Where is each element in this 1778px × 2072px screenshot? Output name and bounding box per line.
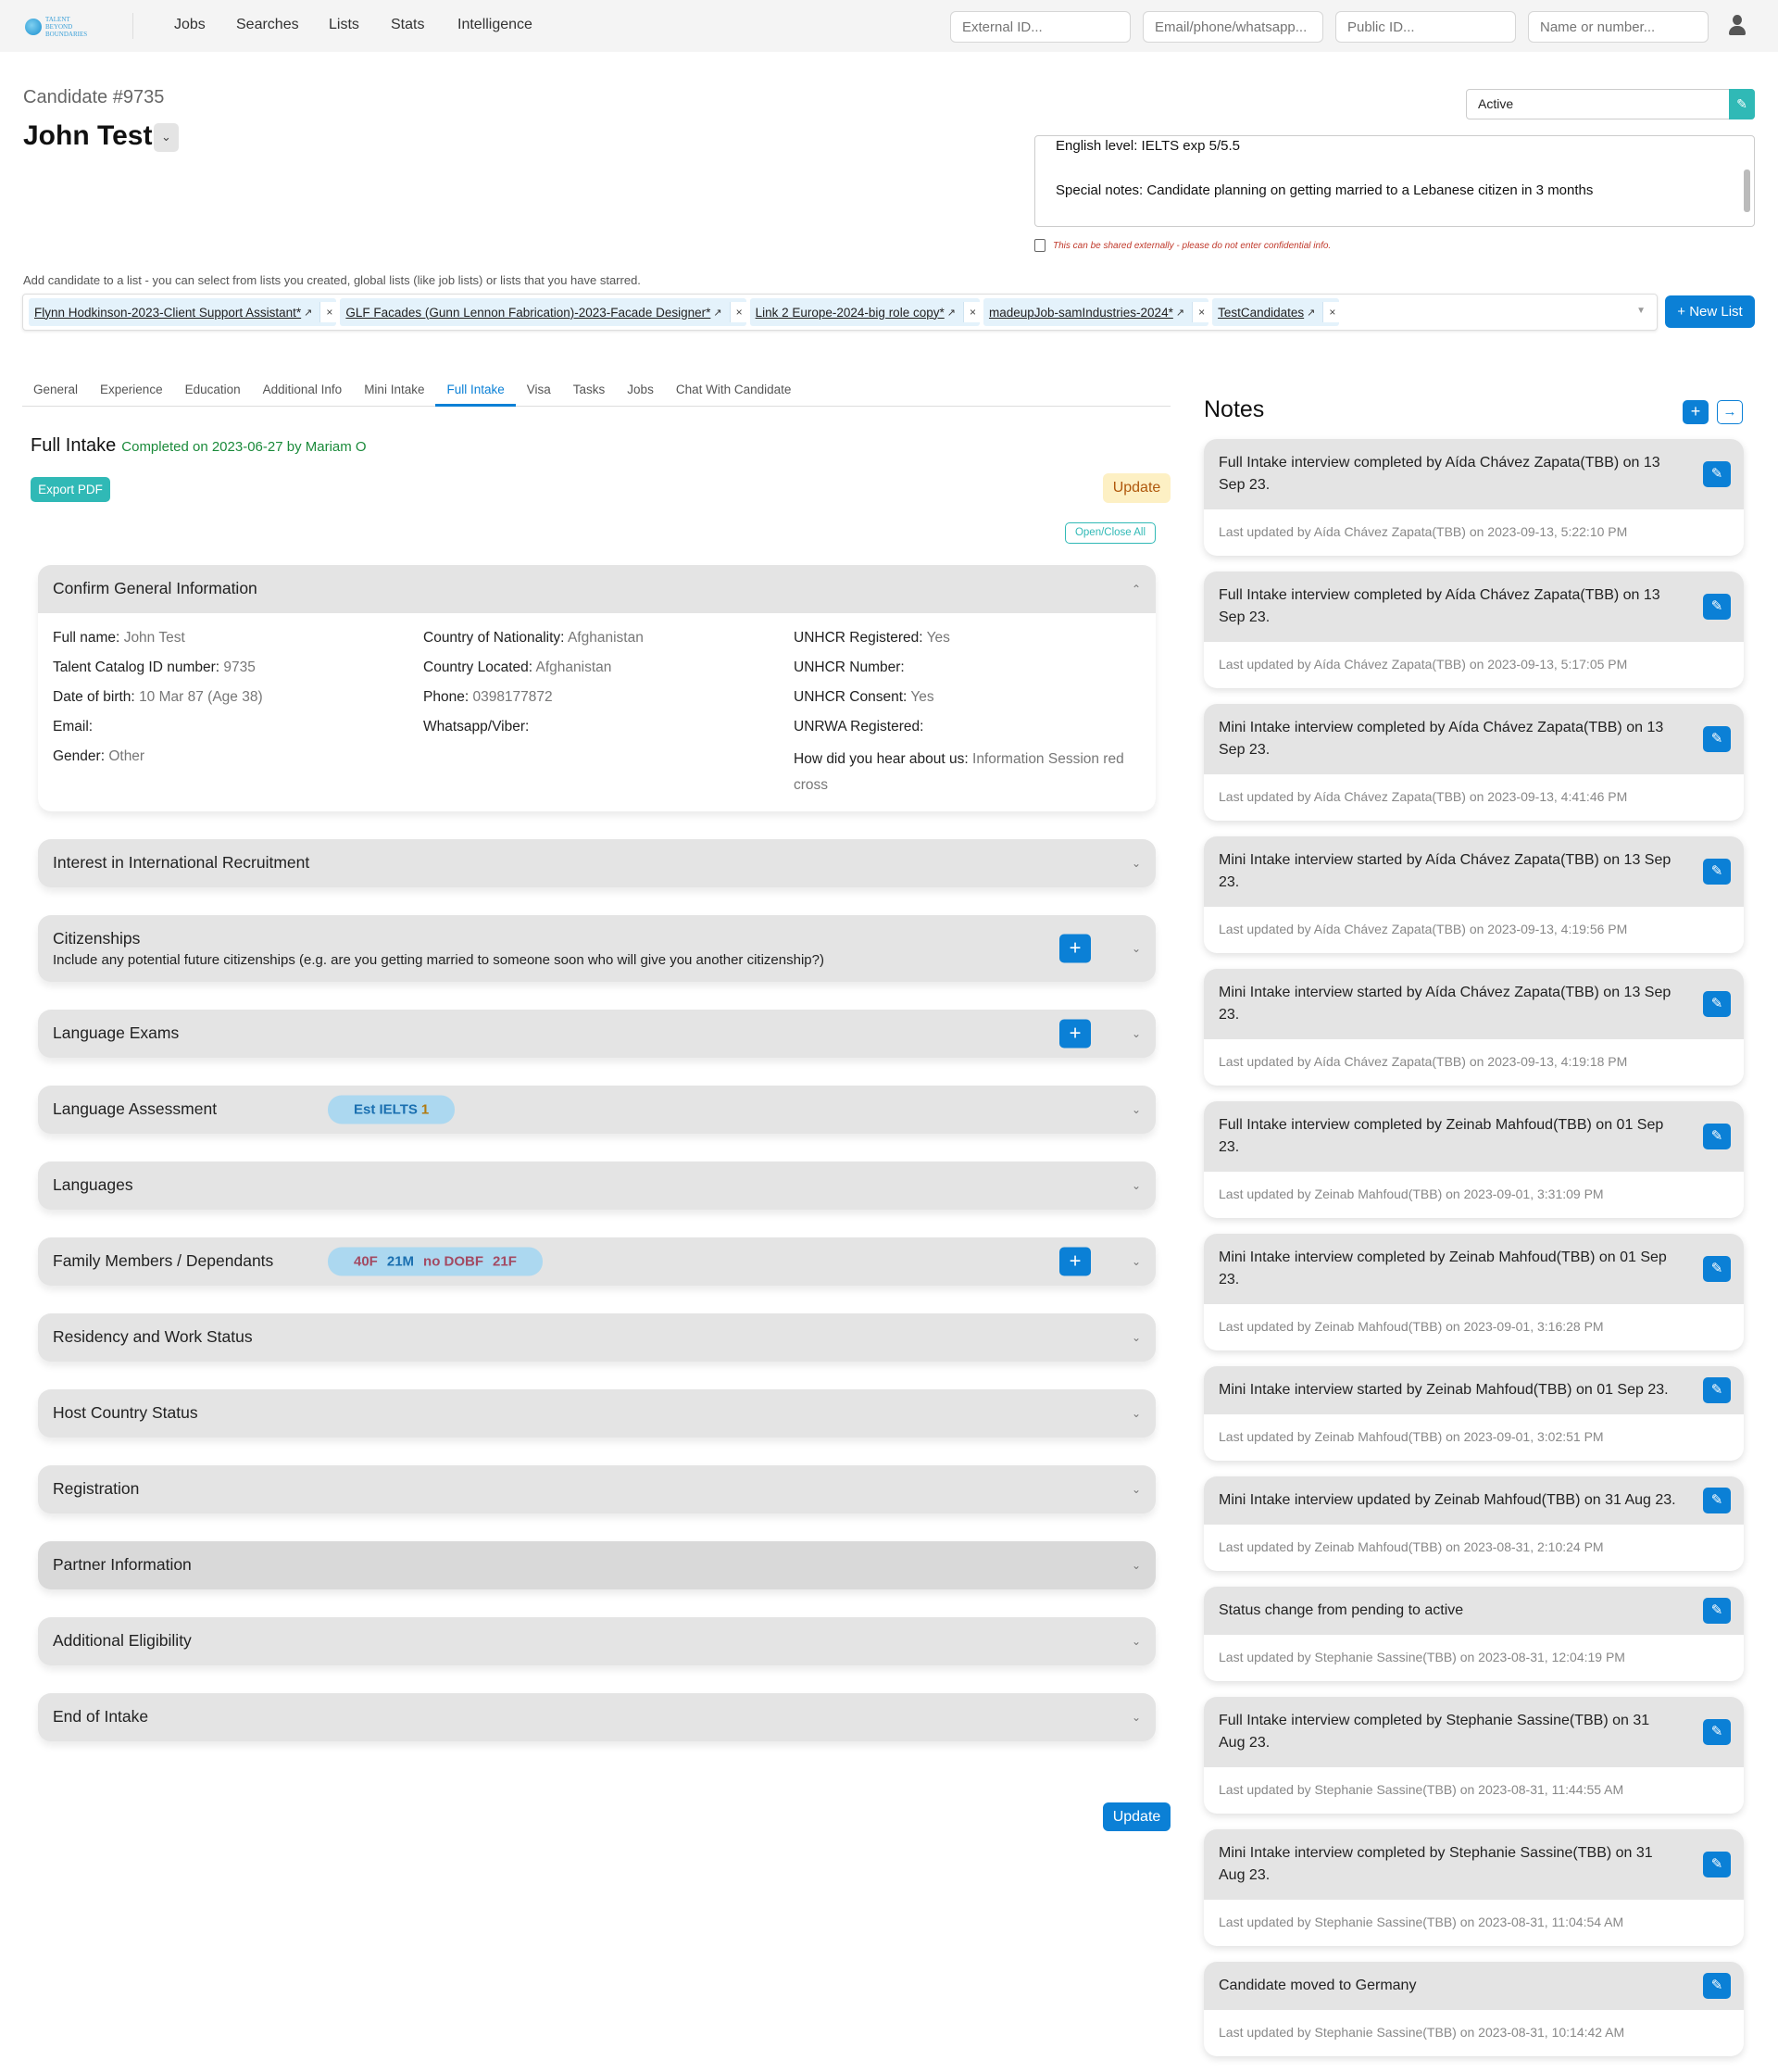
- edit-icon[interactable]: ✎: [1703, 991, 1731, 1017]
- section-header[interactable]: [38, 1162, 1156, 1210]
- note-updated: Last updated by Stephanie Sassine(TBB) on 2023-08-31, 10:14:42 AM: [1219, 2025, 1625, 2040]
- field-value: 10 Mar 87 (Age 38): [139, 689, 263, 705]
- field: [794, 717, 1141, 747]
- section-title: Confirm General Information: [53, 579, 257, 597]
- add-note-button[interactable]: +: [1683, 400, 1709, 424]
- candidate-name: John Test: [23, 120, 153, 151]
- external-link-icon[interactable]: ↗: [713, 307, 722, 319]
- logo-text: TALENT BEYOND BOUNDARIES: [45, 16, 88, 38]
- notes-list: [1204, 439, 1744, 2072]
- note-card: [1204, 836, 1744, 953]
- note-updated: Last updated by Zeinab Mahfoud(TBB) on 2023-09-01, 3:16:28 PM: [1219, 1319, 1604, 1334]
- section-registration[interactable]: [38, 1465, 1156, 1513]
- note-text: Full Intake interview completed by Aída Chávez Zapata(TBB) on 13 Sep 23.: [1219, 587, 1660, 625]
- note-updated: Last updated by Aída Chávez Zapata(TBB) on 2023-09-13, 4:19:56 PM: [1219, 922, 1628, 936]
- field-value: 0398177872: [472, 689, 553, 705]
- list-link[interactable]: TestCandidates: [1218, 305, 1305, 320]
- section-confirm-general-information[interactable]: [38, 565, 1156, 811]
- badge-item: 21F: [493, 1253, 517, 1270]
- edit-icon[interactable]: ✎: [1703, 726, 1731, 752]
- field: [423, 628, 794, 658]
- field: [423, 658, 794, 687]
- edit-icon[interactable]: ✎: [1703, 1124, 1731, 1149]
- section-family-members-dependants[interactable]: [38, 1237, 1156, 1286]
- section-title: Additional Eligibility: [53, 1631, 192, 1650]
- note-card: [1204, 704, 1744, 821]
- section-header[interactable]: [38, 1465, 1156, 1513]
- field-label: Full name:: [53, 630, 120, 646]
- nav-jobs[interactable]: Jobs: [174, 17, 206, 32]
- field-label: Country of Nationality:: [423, 630, 565, 646]
- note-text: Mini Intake interview started by Aída Chávez Zapata(TBB) on 13 Sep 23.: [1219, 985, 1672, 1023]
- remove-icon[interactable]: ×: [1192, 302, 1208, 322]
- candidate-notes-textarea[interactable]: [1034, 135, 1755, 227]
- note-updated: Last updated by Aída Chávez Zapata(TBB) on 2023-09-13, 4:41:46 PM: [1219, 789, 1628, 804]
- section-title: Languages: [53, 1175, 133, 1194]
- note-updated: Last updated by Zeinab Mahfoud(TBB) on 2023-09-01, 3:02:51 PM: [1219, 1429, 1604, 1444]
- list-chip: [29, 298, 336, 326]
- field: [53, 747, 423, 776]
- chevron-down-icon[interactable]: ⌄: [1131, 1635, 1141, 1648]
- field: [53, 717, 423, 747]
- name-search[interactable]: [1528, 11, 1709, 43]
- section-interest-in-international-recruitment[interactable]: [38, 839, 1156, 887]
- section-header[interactable]: [38, 1010, 1156, 1058]
- note-text: Mini Intake interview started by Aída Chávez Zapata(TBB) on 13 Sep 23.: [1219, 852, 1672, 890]
- section-residency-and-work-status[interactable]: [38, 1313, 1156, 1362]
- completed-status: Completed on 2023-06-27 by Mariam O: [121, 439, 367, 455]
- field: [794, 658, 1141, 687]
- field-label: Country Located:: [423, 659, 533, 675]
- note-text: Full Intake interview completed by Zeinab Mahfoud(TBB) on 01 Sep 23.: [1219, 1117, 1664, 1155]
- list-link[interactable]: Flynn Hodkinson-2023-Client Support Assistant*: [34, 305, 302, 320]
- update-button[interactable]: Update: [1103, 473, 1171, 503]
- summary-badge: [328, 1248, 543, 1276]
- section-title: Family Members / Dependants: [53, 1251, 274, 1270]
- edit-icon[interactable]: ✎: [1703, 1719, 1731, 1745]
- tab-full-intake[interactable]: Full Intake: [435, 380, 515, 407]
- edit-icon[interactable]: ✎: [1703, 1488, 1731, 1513]
- section-language-exams[interactable]: [38, 1010, 1156, 1058]
- edit-icon[interactable]: ✎: [1703, 1377, 1731, 1403]
- section-header[interactable]: [38, 1086, 1156, 1134]
- note-text: Mini Intake interview updated by Zeinab Mahfoud(TBB) on 31 Aug 23.: [1219, 1492, 1676, 1508]
- section-title: Citizenships: [53, 929, 141, 948]
- notes-line: English level: IELTS exp 5/5.5: [1056, 138, 1240, 154]
- dropdown-arrow-icon[interactable]: ▼: [1636, 306, 1646, 316]
- field-value: Yes: [926, 630, 950, 646]
- nav-intelligence[interactable]: Intelligence: [457, 17, 532, 32]
- field: [423, 687, 794, 717]
- list-select[interactable]: [22, 294, 1658, 331]
- note-text: Mini Intake interview started by Zeinab Mahfoud(TBB) on 01 Sep 23.: [1219, 1382, 1669, 1398]
- tab-experience[interactable]: Experience: [100, 383, 163, 396]
- badge-item: no DOBF: [423, 1253, 484, 1270]
- field-label: How did you hear about us:: [794, 751, 969, 767]
- tab-chat-with-candidate[interactable]: Chat With Candidate: [675, 383, 792, 396]
- edit-icon[interactable]: ✎: [1729, 89, 1755, 119]
- badge-item: 40F: [354, 1253, 378, 1270]
- edit-icon[interactable]: ✎: [1703, 1852, 1731, 1877]
- section-header[interactable]: [38, 839, 1156, 887]
- tab-tasks[interactable]: Tasks: [572, 383, 606, 396]
- section-header[interactable]: [38, 565, 1156, 613]
- note-updated: Last updated by Aída Chávez Zapata(TBB) on 2023-09-13, 5:22:10 PM: [1219, 524, 1628, 539]
- chevron-down-icon[interactable]: ⌄: [1131, 1103, 1141, 1116]
- add-button[interactable]: +: [1059, 1020, 1091, 1049]
- external-id-search[interactable]: [950, 11, 1131, 43]
- divider: [132, 13, 133, 39]
- field: [53, 628, 423, 658]
- list-chip: [340, 298, 745, 326]
- globe-icon: [25, 19, 42, 35]
- note-card: [1204, 1476, 1744, 1571]
- edit-icon[interactable]: ✎: [1703, 859, 1731, 885]
- share-warning: [1034, 239, 1331, 252]
- field: [794, 687, 1141, 717]
- chevron-down-icon[interactable]: ⌄: [1131, 1179, 1141, 1192]
- tab-bar: [22, 380, 1171, 407]
- open-close-all-button[interactable]: Open/Close All: [1065, 522, 1156, 544]
- badge-item: 1: [420, 1101, 430, 1118]
- external-link-icon[interactable]: ↗: [304, 307, 313, 319]
- tab-visa[interactable]: Visa: [526, 383, 551, 396]
- note-card: [1204, 1234, 1744, 1350]
- tab-jobs[interactable]: Jobs: [627, 383, 654, 396]
- status-select[interactable]: [1466, 89, 1755, 119]
- section-end-of-intake[interactable]: [38, 1693, 1156, 1741]
- field-column: [794, 628, 1141, 798]
- scrollbar[interactable]: [1744, 170, 1750, 212]
- chevron-down-icon[interactable]: ⌄: [1131, 1483, 1141, 1496]
- note-updated: Last updated by Zeinab Mahfoud(TBB) on 2023-08-31, 2:10:24 PM: [1219, 1539, 1604, 1554]
- note-updated: Last updated by Zeinab Mahfoud(TBB) on 2023-09-01, 3:31:09 PM: [1219, 1187, 1604, 1201]
- section-header[interactable]: [38, 915, 1156, 982]
- note-text: Mini Intake interview completed by Zeinab Mahfoud(TBB) on 01 Sep 23.: [1219, 1249, 1667, 1287]
- update-button-bottom[interactable]: Update: [1103, 1802, 1171, 1831]
- section-title: End of Intake: [53, 1707, 149, 1726]
- general-info-fields: [38, 613, 1156, 811]
- arrow-right-icon[interactable]: →: [1717, 400, 1743, 424]
- add-button[interactable]: +: [1059, 1248, 1091, 1276]
- user-icon[interactable]: [1728, 15, 1747, 37]
- summary-badge: [328, 1096, 455, 1124]
- chevron-down-icon[interactable]: ⌄: [1131, 942, 1141, 955]
- section-host-country-status[interactable]: [38, 1389, 1156, 1438]
- list-link[interactable]: GLF Facades (Gunn Lennon Fabrication)-2023-Facade Designer*: [345, 305, 711, 320]
- field: [53, 658, 423, 687]
- section-title: Language Exams: [53, 1023, 180, 1042]
- note-text: Full Intake interview completed by Stephanie Sassine(TBB) on 31 Aug 23.: [1219, 1713, 1650, 1751]
- chevron-down-icon[interactable]: ⌄: [154, 123, 179, 152]
- chevron-down-icon[interactable]: ⌄: [1131, 1559, 1141, 1572]
- section-header[interactable]: [38, 1693, 1156, 1741]
- field-label: Whatsapp/Viber:: [423, 719, 530, 735]
- intake-sections: [38, 565, 1156, 1769]
- list-link[interactable]: Link 2 Europe-2024-big role copy*: [755, 305, 945, 320]
- chevron-down-icon[interactable]: ⌄: [1131, 1407, 1141, 1420]
- note-card: [1204, 1829, 1744, 1946]
- edit-icon[interactable]: ✎: [1703, 461, 1731, 487]
- section-title: Registration: [53, 1479, 140, 1498]
- section-languages[interactable]: [38, 1162, 1156, 1210]
- section-title: Partner Information: [53, 1555, 192, 1574]
- field: [53, 687, 423, 717]
- candidate-id: Candidate #9735: [23, 87, 165, 107]
- badge-item: Est IELTS: [354, 1101, 418, 1118]
- status-value: Active: [1478, 96, 1514, 111]
- section-title: Residency and Work Status: [53, 1327, 253, 1346]
- section-header[interactable]: [38, 1389, 1156, 1438]
- field: [794, 747, 1141, 798]
- note-card: [1204, 1101, 1744, 1218]
- field-value: Other: [108, 748, 145, 764]
- field-value: Afghanistan: [535, 659, 612, 675]
- intake-title: Full Intake: [31, 435, 117, 456]
- note-text: Candidate moved to Germany: [1219, 1978, 1417, 1993]
- section-title: [31, 435, 367, 457]
- field-value: Information Session red cross: [794, 751, 1124, 793]
- tab-general[interactable]: General: [33, 383, 79, 396]
- add-button[interactable]: +: [1059, 935, 1091, 963]
- note-updated: Last updated by Aída Chávez Zapata(TBB) on 2023-09-13, 4:19:18 PM: [1219, 1054, 1628, 1069]
- section-title: Interest in International Recruitment: [53, 853, 310, 872]
- field-label: UNHCR Number:: [794, 659, 905, 675]
- external-link-icon[interactable]: ↗: [1175, 307, 1185, 319]
- field-column: [53, 628, 423, 798]
- field-label: Talent Catalog ID number:: [53, 659, 220, 675]
- field-label: UNHCR Consent:: [794, 689, 908, 705]
- logo[interactable]: [25, 16, 94, 38]
- remove-icon[interactable]: ×: [319, 302, 336, 322]
- field-label: Gender:: [53, 748, 106, 764]
- external-link-icon[interactable]: ↗: [946, 307, 956, 319]
- section-title: Host Country Status: [53, 1403, 198, 1422]
- note-updated: Last updated by Stephanie Sassine(TBB) on 2023-08-31, 12:04:19 PM: [1219, 1650, 1625, 1664]
- note-card: [1204, 1697, 1744, 1814]
- remove-icon[interactable]: ×: [730, 302, 746, 322]
- note-card: [1204, 1587, 1744, 1681]
- section-additional-eligibility[interactable]: [38, 1617, 1156, 1665]
- notes-title: Notes: [1204, 396, 1265, 422]
- field-column: [423, 628, 794, 798]
- chevron-down-icon[interactable]: ⌄: [1131, 857, 1141, 870]
- save-icon: [1034, 239, 1046, 252]
- nav-stats[interactable]: Stats: [391, 17, 425, 32]
- contact-search[interactable]: [1143, 11, 1323, 43]
- edit-icon[interactable]: ✎: [1703, 1256, 1731, 1282]
- chevron-down-icon[interactable]: ⌄: [1131, 1255, 1141, 1268]
- notes-line: Special notes: Candidate planning on getting married to a Lebanese citizen in 3 months: [1056, 182, 1594, 198]
- nav-lists[interactable]: Lists: [329, 17, 359, 32]
- external-link-icon[interactable]: ↗: [1307, 307, 1316, 319]
- field-value: Afghanistan: [567, 630, 644, 646]
- chevron-up-icon[interactable]: ⌃: [1131, 583, 1141, 596]
- field-label: Date of birth:: [53, 689, 135, 705]
- note-card: [1204, 439, 1744, 556]
- note-text: Mini Intake interview completed by Stephanie Sassine(TBB) on 31 Aug 23.: [1219, 1845, 1653, 1883]
- chevron-down-icon[interactable]: ⌄: [1131, 1331, 1141, 1344]
- note-text: Mini Intake interview completed by Aída Chávez Zapata(TBB) on 13 Sep 23.: [1219, 720, 1664, 758]
- list-chip: [983, 298, 1208, 326]
- edit-icon[interactable]: ✎: [1703, 1598, 1731, 1624]
- section-header[interactable]: [38, 1313, 1156, 1362]
- section-header[interactable]: [38, 1237, 1156, 1286]
- section-header[interactable]: [38, 1617, 1156, 1665]
- note-updated: Last updated by Aída Chávez Zapata(TBB) on 2023-09-13, 5:17:05 PM: [1219, 657, 1628, 672]
- list-chip: [1212, 298, 1339, 326]
- field-label: Email:: [53, 719, 94, 735]
- field-label: UNRWA Registered:: [794, 719, 924, 735]
- section-language-assessment[interactable]: [38, 1086, 1156, 1134]
- field-value: Yes: [910, 689, 934, 705]
- chevron-down-icon[interactable]: ⌄: [1131, 1027, 1141, 1040]
- note-card: [1204, 571, 1744, 688]
- section-header[interactable]: [38, 1541, 1156, 1589]
- note-card: [1204, 1366, 1744, 1461]
- share-warning-text: This can be shared externally - please do not enter confidential info.: [1053, 240, 1332, 251]
- field: [423, 717, 794, 747]
- tab-additional-info[interactable]: Additional Info: [262, 383, 343, 396]
- note-updated: Last updated by Stephanie Sassine(TBB) on 2023-08-31, 11:44:55 AM: [1219, 1782, 1624, 1797]
- nav-searches[interactable]: Searches: [236, 17, 299, 32]
- field: [794, 628, 1141, 658]
- note-card: [1204, 1962, 1744, 2056]
- list-chip: [750, 298, 980, 326]
- note-updated: Last updated by Stephanie Sassine(TBB) on 2023-08-31, 11:04:54 AM: [1219, 1915, 1624, 1929]
- field-label: Phone:: [423, 689, 470, 705]
- note-card: [1204, 969, 1744, 1086]
- section-citizenships[interactable]: [38, 915, 1156, 982]
- section-partner-information[interactable]: [38, 1541, 1156, 1589]
- tab-education[interactable]: Education: [184, 383, 241, 396]
- field-value: John Test: [123, 630, 185, 646]
- note-text: Full Intake interview completed by Aída Chávez Zapata(TBB) on 13 Sep 23.: [1219, 455, 1660, 493]
- section-subtitle: Include any potential future citizenships (e.g. are you getting married to someone soon who will give you another citizenship?): [53, 952, 824, 968]
- edit-icon[interactable]: ✎: [1703, 1973, 1731, 1999]
- section-title: Language Assessment: [53, 1099, 218, 1118]
- new-list-button[interactable]: + New List: [1665, 295, 1755, 328]
- public-id-search[interactable]: [1335, 11, 1516, 43]
- remove-icon[interactable]: ×: [1322, 302, 1339, 322]
- edit-icon[interactable]: ✎: [1703, 594, 1731, 620]
- export-pdf-button[interactable]: Export PDF: [31, 477, 110, 502]
- add-list-label: Add candidate to a list - you can select from lists you created, global lists (like job lists) or lists that you have starred.: [23, 273, 641, 287]
- list-link[interactable]: madeupJob-samIndustries-2024*: [988, 305, 1173, 320]
- field-value: 9735: [223, 659, 256, 675]
- field-label: UNHCR Registered:: [794, 630, 923, 646]
- top-navbar: [0, 0, 1778, 52]
- note-text: Status change from pending to active: [1219, 1602, 1464, 1618]
- chevron-down-icon[interactable]: ⌄: [1131, 1711, 1141, 1724]
- badge-item: 21M: [386, 1253, 415, 1270]
- tab-mini-intake[interactable]: Mini Intake: [364, 383, 425, 396]
- remove-icon[interactable]: ×: [963, 302, 980, 322]
